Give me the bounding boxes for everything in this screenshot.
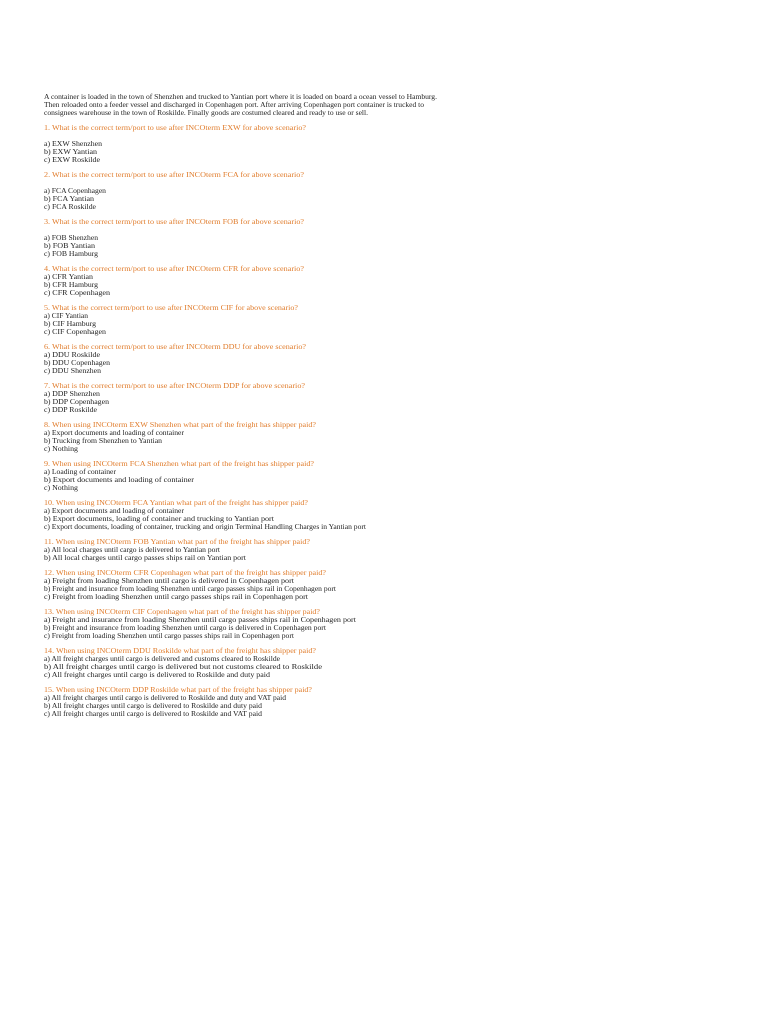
answer-option: b) EXW Yantian (44, 148, 97, 156)
question-block (44, 421, 444, 453)
answer-option: a) EXW Shenzhen (44, 140, 103, 148)
answer-option: b) FCA Yantian (44, 195, 94, 203)
document-page (44, 93, 444, 718)
answer-option: a) CIF Yantian (44, 312, 89, 320)
answer-option: c) DDU Shenzhen (44, 367, 101, 375)
question-text: 1. What is the correct term/port to use after INCOterm EXW for above scenario? (44, 124, 307, 132)
answer-option: c) Nothing (44, 445, 78, 453)
question-block (44, 218, 444, 258)
question-block (44, 343, 444, 375)
answer-option: c) FCA Roskilde (44, 203, 96, 211)
answer-option: b) CFR Hamburg (44, 281, 99, 289)
question-text: 11. When using INCOterm FOB Yantian what part of the freight has shipper paid? (44, 538, 311, 546)
answer-option: b) DDP Copenhagen (44, 398, 110, 406)
answer-option: c) Freight from loading Shenzhen until cargo passes ships rail in Copenhagen port (44, 593, 309, 601)
question-text: 12. When using INCOterm CFR Copenhagen what part of the freight has shipper paid? (44, 569, 326, 577)
question-text: 13. When using INCOterm CIF Copenhagen what part of the freight has shipper paid? (44, 608, 320, 616)
answer-option: c) Export documents, loading of container, trucking and origin Terminal Handling Charges in Yantian port (44, 523, 367, 531)
answer-option: a) Export documents and loading of container (44, 429, 184, 437)
answer-option: b) DDU Copenhagen (44, 359, 110, 367)
answer-option: b) All freight charges until cargo is delivered but not customs cleared to Roskilde (44, 663, 323, 671)
intro-line: A container is loaded in the town of Shenzhen and trucked to Yantian port where it is loaded on board a ocean vessel to Hamburg. (44, 93, 437, 101)
question-text: 3. What is the correct term/port to use after INCOterm FOB for above scenario? (44, 218, 304, 226)
intro-line: consignees warehouse in the town of Roskilde. Finally goods are costumed cleared and ready to use or sell. (44, 109, 369, 117)
answer-option: c) CIF Copenhagen (44, 328, 106, 336)
question-block (44, 686, 444, 718)
answer-option: a) Freight from loading Shenzhen until cargo is delivered in Copenhagen port (44, 577, 294, 585)
answer-option: a) DDU Roskilde (44, 351, 101, 359)
question-text: 5. What is the correct term/port to use after INCOterm CIF for above scenario? (44, 304, 299, 312)
answer-option: b) All local charges until cargo passes ships rail on Yantian port (44, 554, 246, 562)
answer-option: a) Export documents and loading of container (44, 507, 184, 515)
question-text: 4. What is the correct term/port to use after INCOterm CFR for above scenario? (44, 265, 305, 273)
answer-option: a) All local charges until cargo is delivered to Yantian port (44, 546, 220, 554)
answer-option: c) All freight charges until cargo is delivered to Roskilde and duty paid (44, 671, 270, 679)
question-text: 14. When using INCOterm DDU Roskilde what part of the freight has shipper paid? (44, 647, 317, 655)
question-block (44, 499, 444, 531)
answer-option: a) FOB Shenzhen (44, 234, 98, 242)
answer-option: b) Trucking from Shenzhen to Yantian (44, 437, 163, 445)
question-text: 15. When using INCOterm DDP Roskilde what part of the freight has shipper paid? (44, 686, 312, 694)
question-block (44, 460, 444, 492)
question-block (44, 569, 444, 601)
answer-option: b) Freight and insurance from loading Shenzhen until cargo passes ships rail in Copenhagen port (44, 585, 337, 593)
answer-option: c) CFR Copenhagen (44, 289, 110, 297)
question-block (44, 608, 444, 640)
answer-option: c) FOB Hamburg (44, 250, 99, 258)
answer-option: c) DDP Roskilde (44, 406, 98, 414)
answer-option: b) Export documents and loading of container (44, 476, 194, 484)
question-block (44, 647, 444, 679)
answer-option: b) All freight charges until cargo is delivered to Roskilde and duty paid (44, 702, 263, 710)
answer-option: a) FCA Copenhagen (44, 187, 106, 195)
answer-option: c) EXW Roskilde (44, 156, 100, 164)
question-block (44, 304, 444, 336)
answer-option: b) Export documents, loading of container and trucking to Yantian port (44, 515, 275, 523)
answer-option: a) All freight charges until cargo is delivered to Roskilde and duty and VAT paid (44, 694, 287, 702)
answer-option: b) Freight and insurance from loading Shenzhen until cargo is delivered in Copenhagen port (44, 624, 326, 632)
question-text: 10. When using INCOterm FCA Yantian what part of the freight has shipper paid? (44, 499, 308, 507)
question-block (44, 382, 444, 414)
answer-option: a) CFR Yantian (44, 273, 94, 281)
question-block (44, 538, 444, 562)
question-block (44, 124, 444, 164)
answer-option: a) DDP Shenzhen (44, 390, 100, 398)
intro-paragraph (44, 93, 444, 117)
question-text: 6. What is the correct term/port to use after INCOterm DDU for above scenario? (44, 343, 307, 351)
answer-option: b) CIF Hamburg (44, 320, 97, 328)
question-text: 9. When using INCOterm FCA Shenzhen what part of the freight has shipper paid? (44, 460, 315, 468)
question-block (44, 171, 444, 211)
question-text: 7. What is the correct term/port to use after INCOterm DDP for above scenario? (44, 382, 306, 390)
answer-option: a) Loading of container (44, 468, 116, 476)
answer-option: a) Freight and insurance from loading Shenzhen until cargo passes ships rail in Copenhagen port (44, 616, 357, 624)
answer-option: c) Freight from loading Shenzhen until cargo passes ships rail in Copenhagen port (44, 632, 294, 640)
answer-option: b) FOB Yantian (44, 242, 96, 250)
intro-line: Then reloaded onto a feeder vessel and discharged in Copenhagen port. After arriving Copenhagen port container is trucked to (44, 101, 424, 109)
answer-option: a) All freight charges until cargo is delivered and customs cleared to Roskilde (44, 655, 280, 663)
question-block (44, 265, 444, 297)
answer-option: c) Nothing (44, 484, 78, 492)
question-text: 8. When using INCOterm EXW Shenzhen what part of the freight has shipper paid? (44, 421, 317, 429)
question-text: 2. What is the correct term/port to use after INCOterm FCA for above scenario? (44, 171, 305, 179)
answer-option: c) All freight charges until cargo is delivered to Roskilde and VAT paid (44, 710, 262, 718)
